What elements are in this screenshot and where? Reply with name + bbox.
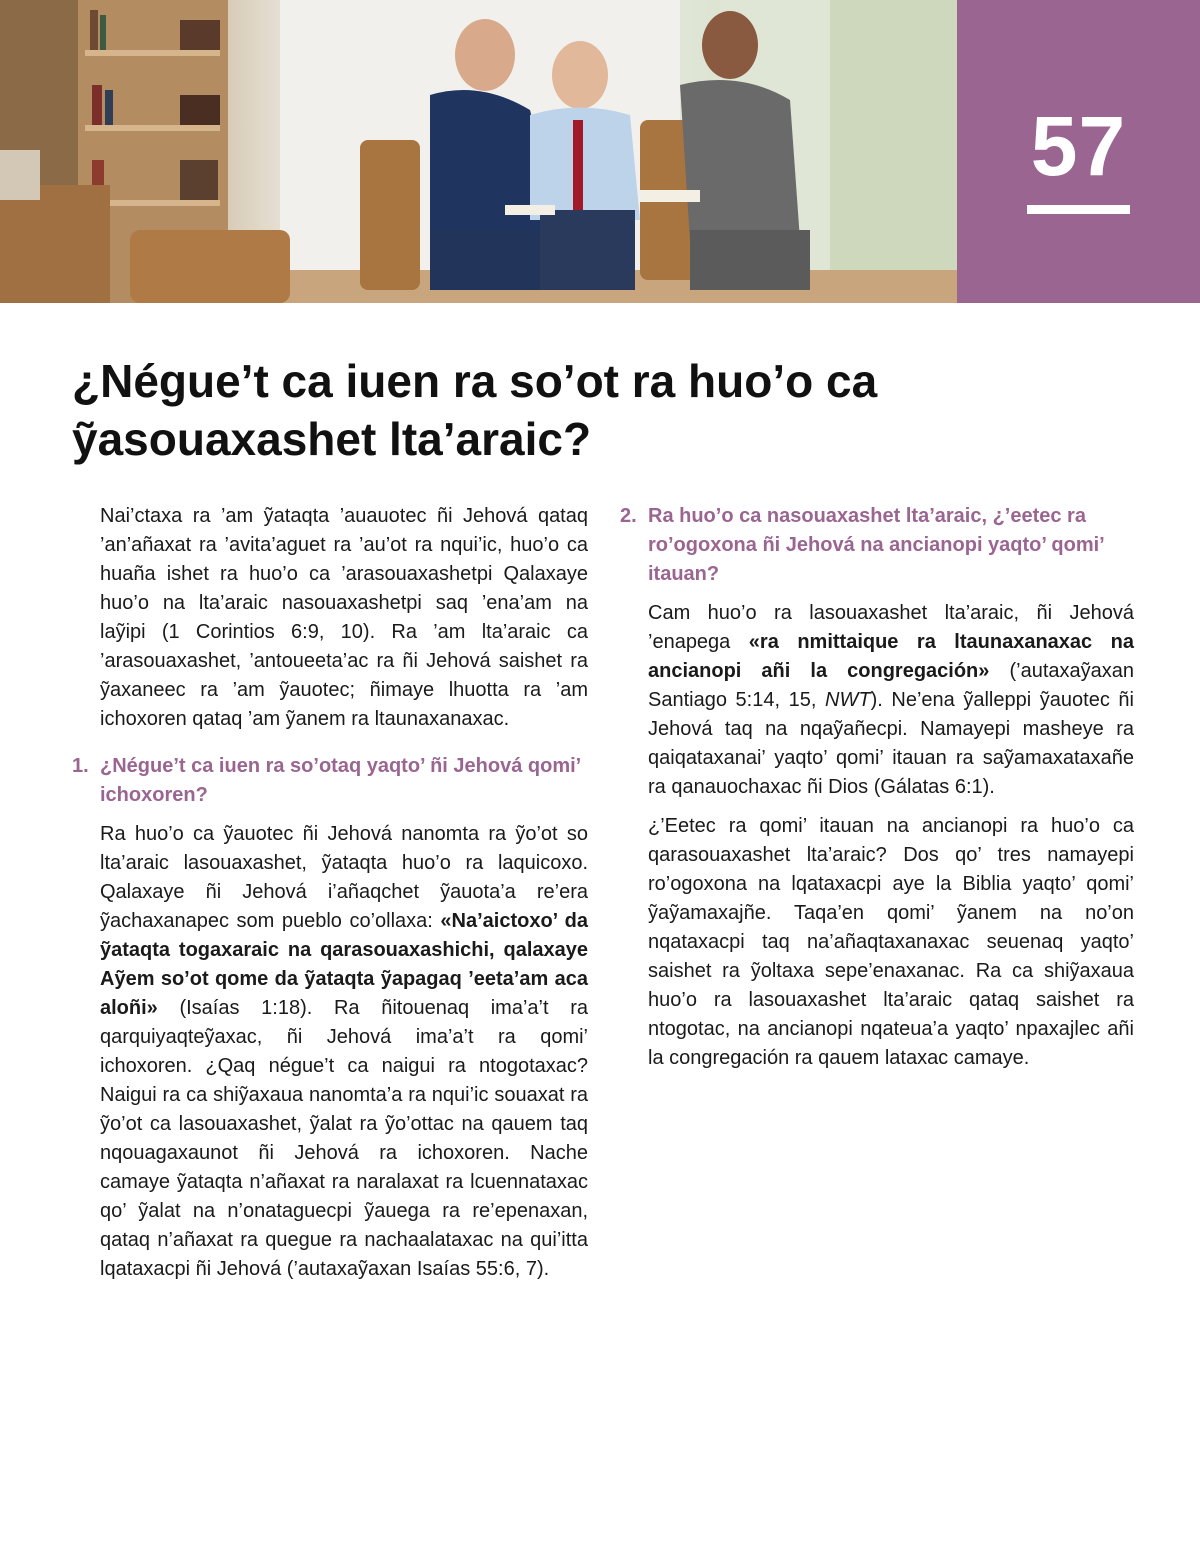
answer-2-text-c: ). Ne’ena ỹalleppi ỹauotec ñi Jehová taq na nqaỹañecpi. Namayepi masheye ra qaiqataxanai’ yaqto’ qomi’ itauan ra saỹamaxataxañe ra qanauochaxac ñi Dios (Gálatas 6:1). <box>648 689 1134 798</box>
answer-2-text-a: Cam huo’o ra lasouaxashet lta’araic, ñi Jehová ’enapega <box>648 602 1134 653</box>
hero-illustration <box>0 0 957 303</box>
question-1 <box>72 752 588 810</box>
question-1-text: ¿Négue’t ca iuen ra so’otaq yaqto’ ñi Jehová qomi’ ichoxoren? <box>100 755 581 806</box>
hero-photo <box>0 0 957 303</box>
answer-2-quote: «ra nmittaique ra ltaunaxanaxac na ancianopi añi la congregación» <box>648 631 1134 682</box>
answer-2-text-b: (’autaxaỹaxan Santiago 5:14, 15, <box>648 660 1134 711</box>
intro-paragraph: Nai’ctaxa ra ’am ỹataqta ’auauotec ñi Jehová qataq ’an’añaxat ra ’avita’aguet ra ’au’ot ra nqui’ic, huo’o ca huaña ishet ra huo’o ca ’arasouaxashetpi Qalaxaye huo’o na lta’araic nasouaxashetpi saq ’ena’am na laỹipi (1 Corintios 6:9, 10). Ra ’am lta’araic ca ’arasouaxashet, ’antoueeta’ac ra ñi Jehová saishet ra ỹaxaneec ra ’am ỹauotec; ñimaye lhuotta ra ’am ichoxoren qataq ’am ỹanem ra ltaunaxanaxac. <box>100 505 588 730</box>
question-2 <box>620 502 1134 589</box>
answer-1-quote: «Na’aictoxo’ da ỹataqta togaxaraic na qarasouaxashichi, qalaxaye Aỹem so’ot qome da ỹataqta ỹapagaq ’eeta’am aca aloñi» <box>100 910 588 1019</box>
answer-2-paragraph <box>620 599 1134 802</box>
answer-2-italic: NWT <box>825 689 871 711</box>
page-title: ¿Négue’t ca iuen ra so’ot ra huo’o ca ỹasouaxashet lta’araic? <box>72 355 878 465</box>
lesson-number-underline <box>1027 205 1130 214</box>
question-2-number: 2. <box>620 505 637 527</box>
answer-1-text-b: (Isaías 1:18). Ra ñitouenaq ima’a’t ra qarquiyaqteỹaxac, ñi Jehová ima’a’t ra qomi’ ichoxoren. ¿Qaq négue’t ca naigui ra ntogotaxac? Naigui ra ca shiỹaxaua nanomta’a ra nqui’ic souaxat ra ỹo’ot ca lasouaxashet, ỹalat ra ỹo’ottac na qauem taq nqouagaxaunot ñi Jehová ra ichoxoren. Nache camaye ỹataqta n’añaxat ra naralaxat ra lcuennataxac qo’ ỹalat na n’onataguecpi ỹauega ra re’epenaxan, qataq n’añaxat ra quegue ra nachaalataxac na qui’itta lqataxacpi ñi Jehová (’autaxaỹaxan Isaías 55:6, 7). <box>100 997 588 1280</box>
question-2-text: Ra huo’o ca nasouaxashet lta’araic, ¿’eetec ra ro’ogoxona ñi Jehová na ancianopi yaqto’ qomi’ itauan? <box>648 505 1104 585</box>
lesson-badge <box>957 0 1200 303</box>
right-column <box>620 502 1134 1083</box>
lesson-number: 57 <box>1030 99 1127 193</box>
answer-2-paragraph-2: ¿’Eetec ra qomi’ itauan na ancianopi ra huo’o ca qarasouaxashet lta’araic? Dos qo’ tres namayepi ro’ogoxona na lqataxacpi aye la Biblia yaqto’ qomi’ ỹaỹamaxajñe. Taqa’en qomi’ ỹanem na no’on nqataxacpi taq na’añaqtaxanaxac seuenaq yaqto’ saishet ra ỹoltaxa sepe’enaxanac. Ra ca shiỹaxaua huo’o ra lasouaxashet lta’araic qataq saishet ra ntogotac, na ancianopi nqateua’a yaqto’ npaxajlec añi la congregación ra qauem lataxac camaye. <box>648 815 1134 1069</box>
answer-1-text-a: Ra huo’o ca ỹauotec ñi Jehová nanomta ra ỹo’ot so lta’araic lasouaxashet, ỹataqta huo’o ra laquicoxo. Qalaxaye ñi Jehová i’añaqchet ỹauota’a re’era ỹachaxanapec som pueblo co’ollaxa: <box>100 823 588 932</box>
left-column <box>72 502 588 1294</box>
answer-1-paragraph <box>72 820 588 1284</box>
question-1-number: 1. <box>72 755 89 777</box>
